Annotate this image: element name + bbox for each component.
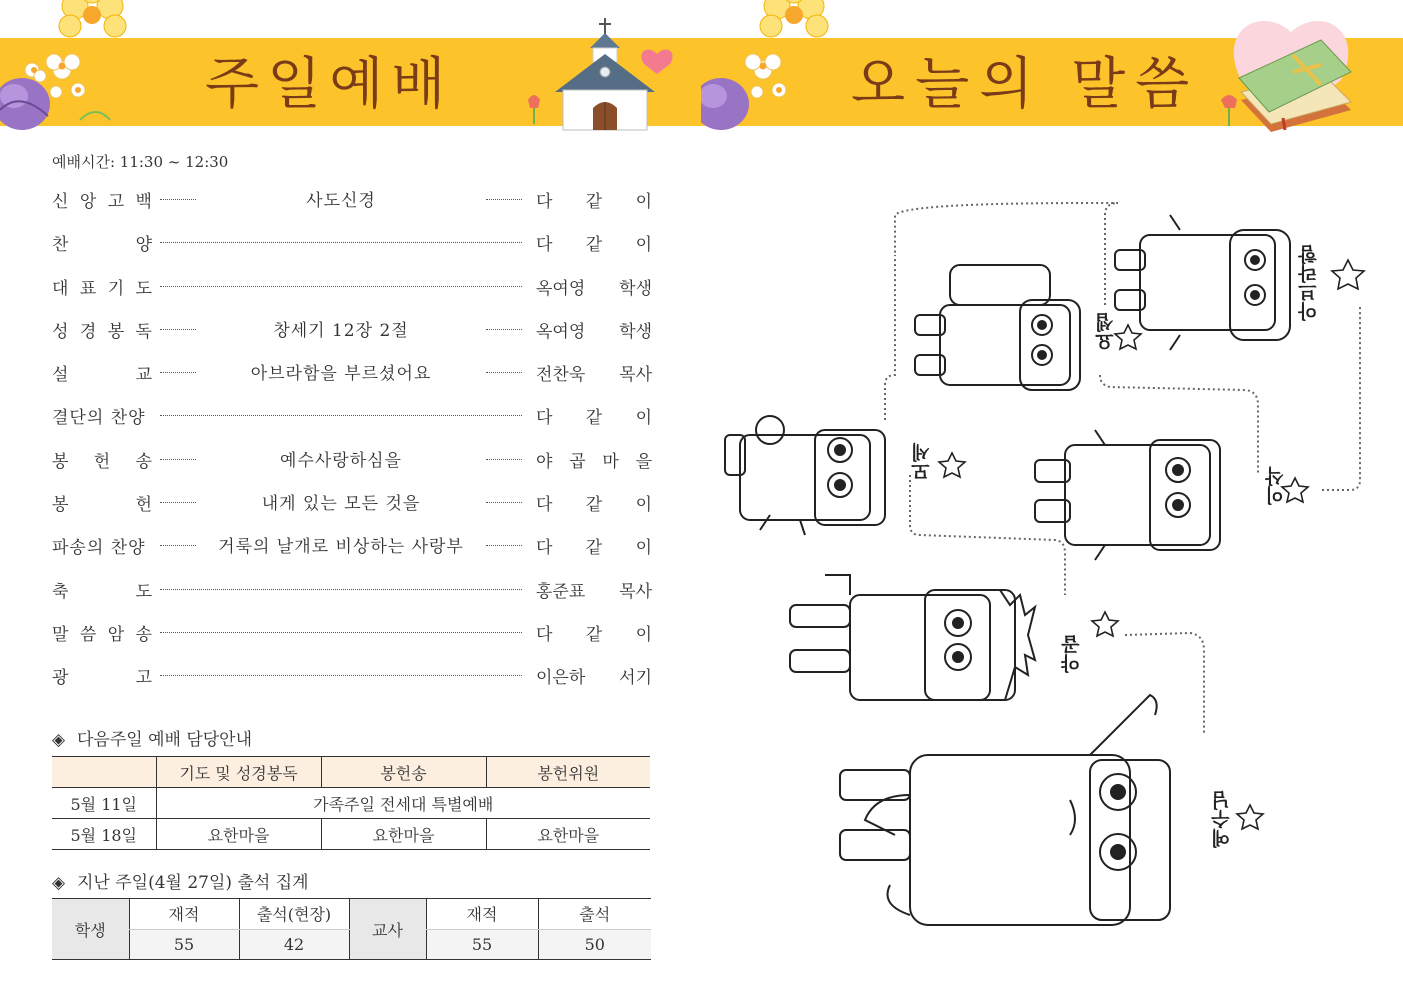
order-item-name: 광 고 (52, 668, 152, 689)
table-cell-merged: 가족주일 전세대 특별예배 (156, 788, 650, 819)
order-item-name: 봉 헌 (52, 495, 152, 516)
character-label: 아브라함 (1298, 245, 1320, 321)
leader-line (160, 242, 522, 243)
table-row (52, 819, 650, 850)
teacher-label: 교사 (349, 899, 426, 960)
order-item-content: 예수사랑하심을 (280, 450, 402, 471)
order-row (52, 270, 652, 313)
table-header: 봉헌송 (321, 757, 486, 788)
leader-line (160, 502, 196, 503)
leader-line (160, 632, 522, 633)
leader-line (486, 199, 522, 200)
right-banner (701, 0, 1403, 132)
leader-line (160, 199, 196, 200)
table-header: 재적 (426, 899, 538, 930)
order-item-leader: 야 곱 마 을 (536, 451, 652, 472)
order-item-name: 봉 헌 송 (52, 451, 152, 472)
order-row (52, 616, 652, 659)
character-label: 야곱 (1061, 635, 1083, 673)
table-row (52, 788, 650, 819)
leader-line (486, 329, 522, 330)
coloring-illustration (710, 195, 1390, 985)
service-time: 예배시간: 11:30 ~ 12:30 (52, 153, 229, 171)
order-item-leader: 다 같 이 (536, 235, 652, 256)
order-row (52, 226, 652, 269)
table-header: 기도 및 성경봉독 (156, 757, 321, 788)
order-row (52, 183, 652, 226)
order-item-content: 내게 있는 모든 것을 (261, 494, 421, 515)
order-row (52, 529, 652, 572)
order-item-leader: 다 같 이 (536, 192, 652, 212)
diamond-icon: ◈ (52, 730, 66, 750)
order-item-leader: 다 같 이 (536, 538, 652, 559)
table-cell-date: 5월 11일 (52, 788, 156, 819)
order-row (52, 313, 652, 356)
leader-line (160, 372, 196, 373)
order-item-name: 파송의 찬양 (52, 538, 146, 559)
leader-line (160, 286, 522, 287)
order-item-leader: 이은하 서기 (536, 668, 652, 689)
attendance-heading: ◈ 지난 주일(4월 27일) 출석 집계 (52, 873, 309, 893)
diamond-icon: ◈ (52, 873, 66, 893)
table-header: 출석 (538, 899, 651, 930)
order-item-leader: 다 같 이 (536, 495, 652, 516)
order-item-name: 축 도 (52, 581, 152, 602)
leader-line (486, 372, 522, 373)
table-header-row (52, 757, 650, 788)
order-item-name: 신 앙 고 백 (52, 192, 152, 212)
page-title: 오늘의 말씀 (851, 52, 1200, 117)
table-header (52, 757, 156, 788)
table-header: 출석(현장) (239, 899, 349, 930)
table-cell: 55 (129, 929, 239, 960)
next-week-table (52, 756, 650, 850)
order-item-leader: 옥여영 학생 (536, 321, 652, 342)
table-header: 재적 (129, 899, 239, 930)
coloring-page (710, 195, 1390, 985)
order-row (52, 356, 652, 399)
order-item-content: 창세기 12장 2절 (273, 320, 409, 341)
order-item-content: 아브라함을 부르셨어요 (250, 364, 432, 385)
order-item-leader: 다 같 이 (536, 408, 652, 429)
character-label: 요셉 (1095, 313, 1117, 351)
leader-line (486, 502, 522, 503)
left-banner (0, 0, 701, 132)
leader-line (160, 545, 196, 546)
character-label: 이삭 (1265, 467, 1287, 505)
order-item-name: 설 교 (52, 365, 152, 386)
leader-line (486, 459, 522, 460)
order-row (52, 659, 652, 702)
attendance-table (52, 898, 651, 960)
table-cell: 50 (538, 929, 651, 960)
worship-order-list (52, 183, 652, 703)
order-item-name: 찬 양 (52, 235, 152, 256)
next-week-heading: ◈ 다음주일 예배 담당안내 (52, 730, 253, 750)
leader-line (160, 329, 196, 330)
character-label: 예수님 (1211, 791, 1233, 848)
leader-line (160, 415, 522, 416)
order-item-leader: 홍준표 목사 (536, 581, 652, 602)
order-item-name: 성 경 봉 독 (52, 321, 152, 342)
character-label: 모세 (911, 443, 933, 481)
order-item-content: 거룩의 날개로 비상하는 사랑부 (218, 537, 464, 558)
leader-line (160, 589, 522, 590)
order-item-name: 대 표 기 도 (52, 278, 152, 299)
leader-line (160, 675, 522, 676)
table-cell: 요한마을 (156, 819, 321, 850)
order-item-content: 사도신경 (306, 191, 376, 211)
table-row (52, 899, 651, 930)
order-item-name: 말 씀 암 송 (52, 624, 152, 645)
student-label: 학생 (52, 899, 129, 960)
order-row (52, 399, 652, 442)
order-item-name: 결단의 찬양 (52, 408, 146, 429)
order-row (52, 486, 652, 529)
leader-line (160, 459, 196, 460)
table-cell: 42 (239, 929, 349, 960)
page-title: 주일예배 (205, 52, 454, 117)
table-cell: 요한마을 (486, 819, 650, 850)
table-cell: 요한마을 (321, 819, 486, 850)
table-cell: 55 (426, 929, 538, 960)
order-item-leader: 전찬욱 목사 (536, 365, 652, 386)
order-item-leader: 다 같 이 (536, 624, 652, 645)
order-row (52, 443, 652, 486)
table-header: 봉헌위원 (486, 757, 650, 788)
table-cell-date: 5월 18일 (52, 819, 156, 850)
order-item-leader: 옥여영 학생 (536, 278, 652, 299)
order-row (52, 573, 652, 616)
leader-line (486, 545, 522, 546)
